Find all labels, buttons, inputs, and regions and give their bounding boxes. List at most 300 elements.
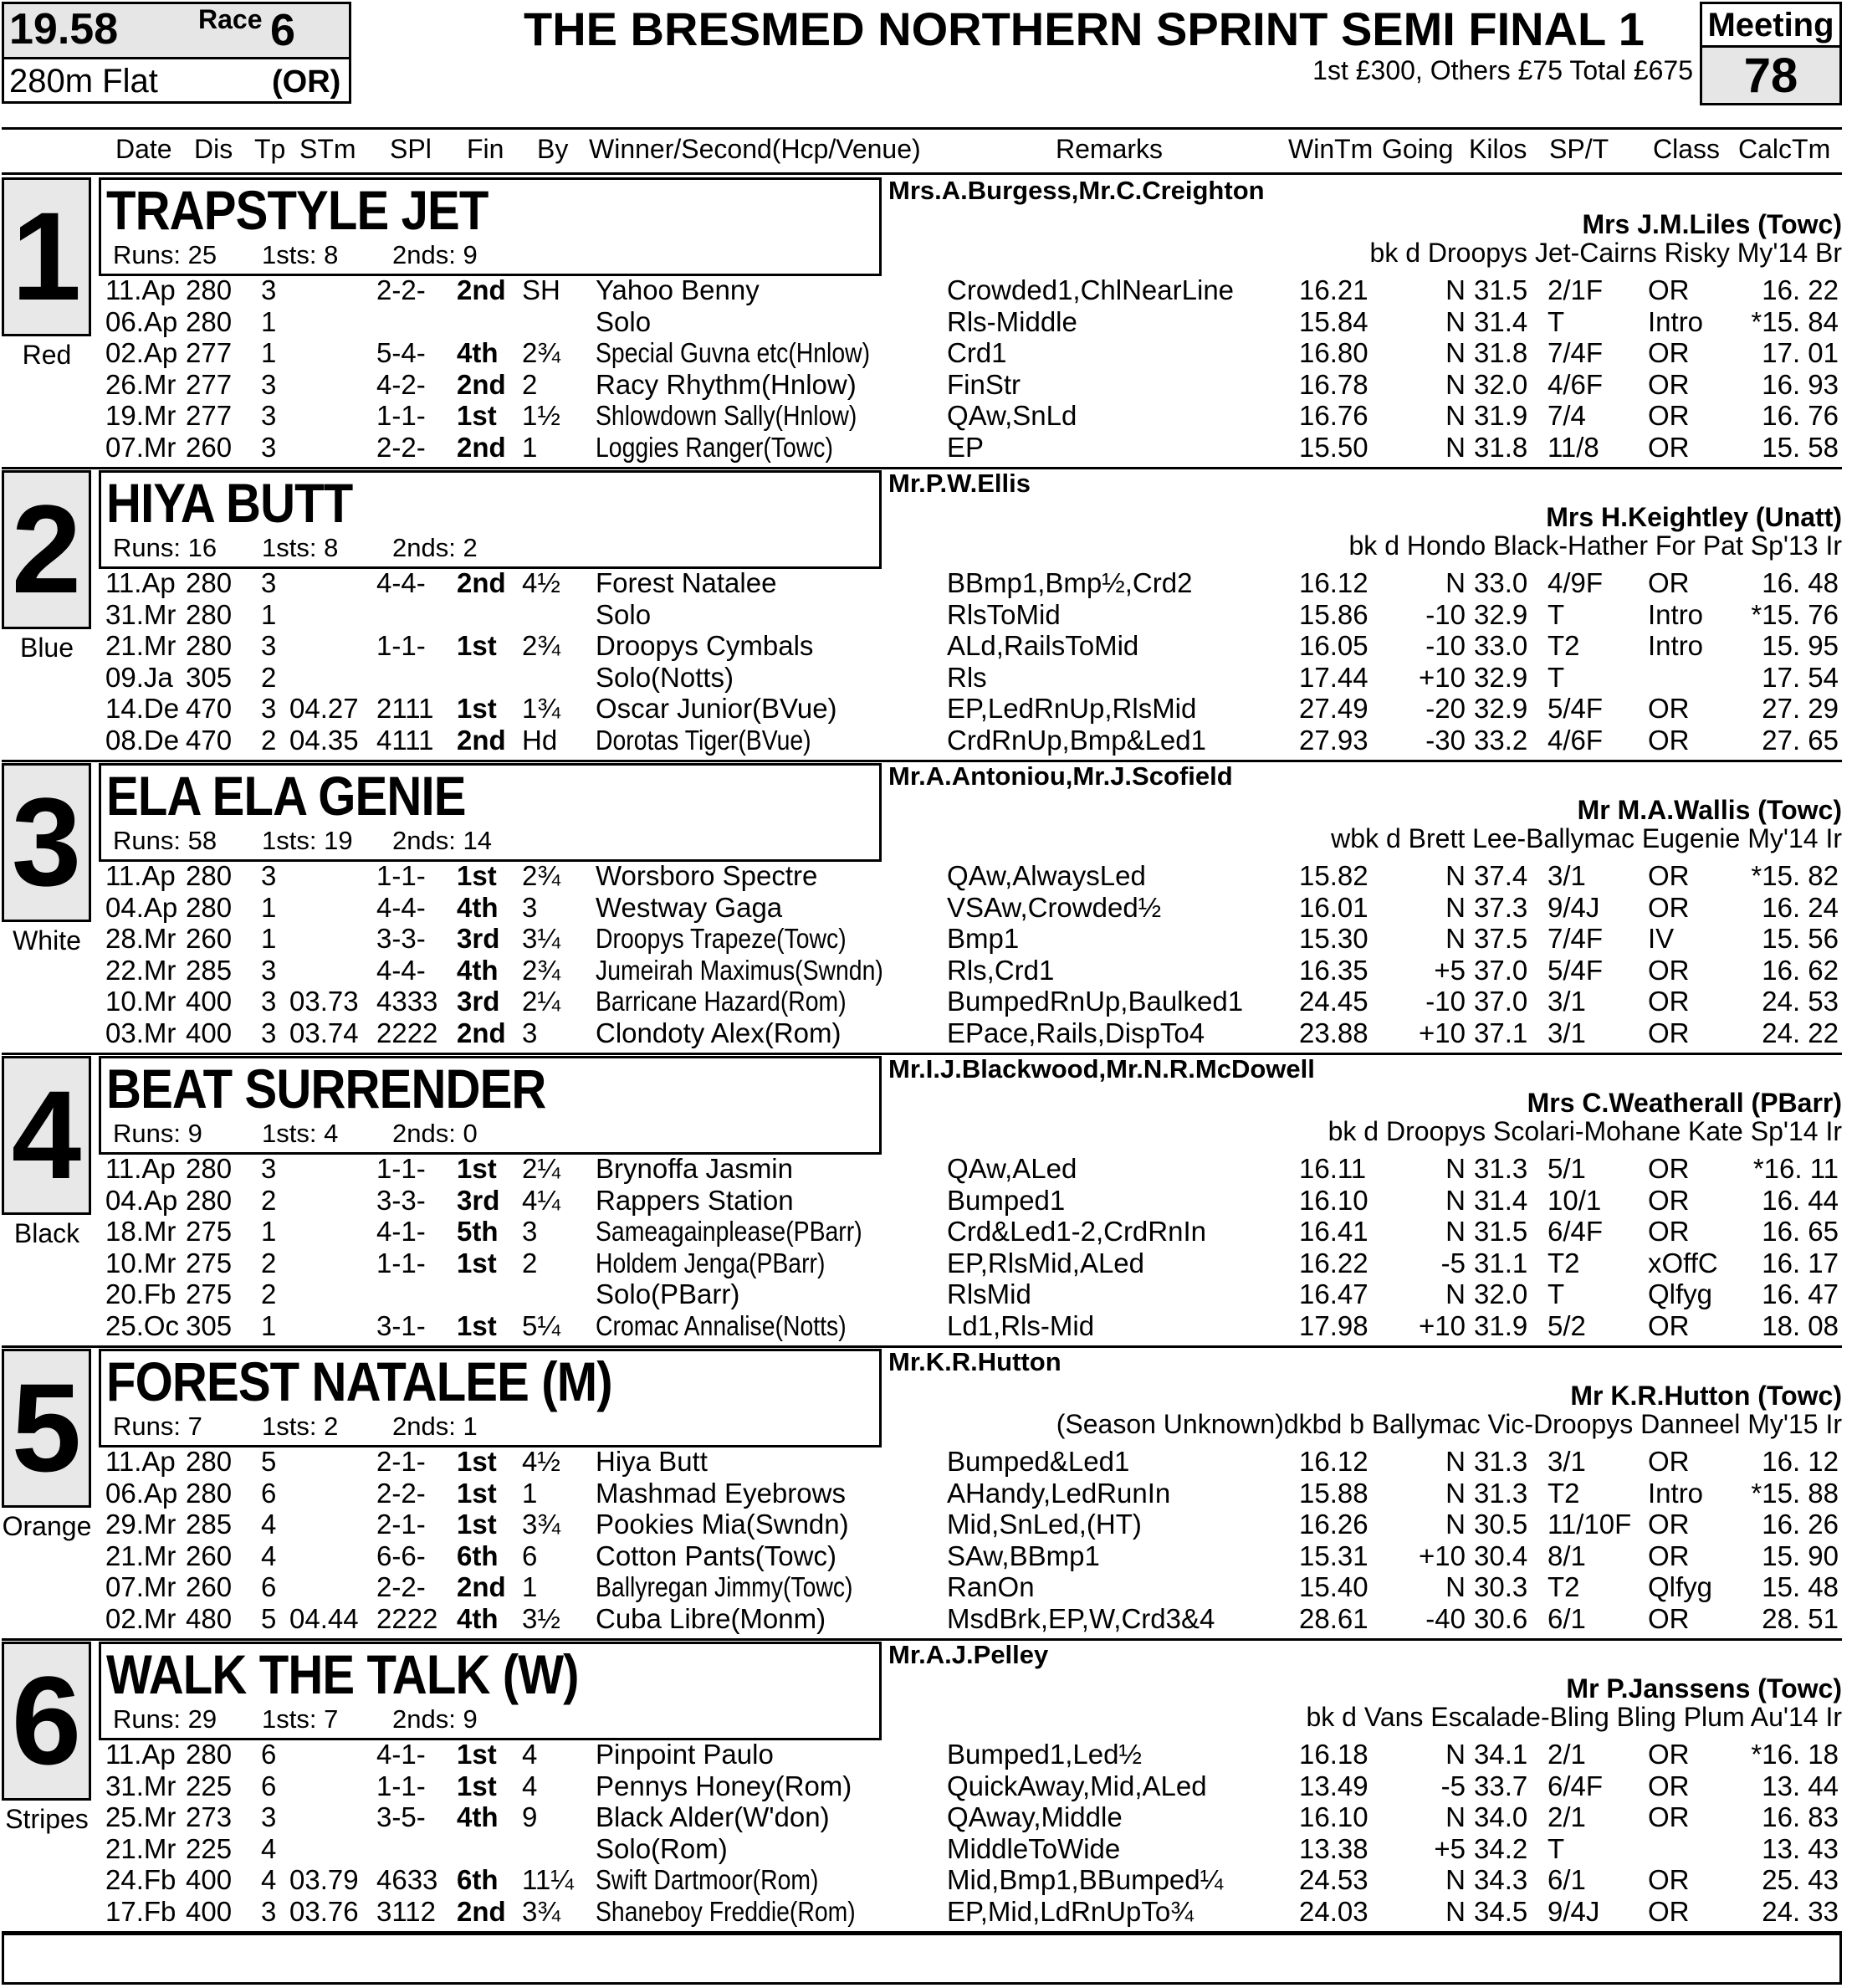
- form-row: [0, 400, 1857, 431]
- form-trap: 5: [261, 1602, 277, 1634]
- form-remarks: Bumped&Led1: [947, 1446, 1130, 1477]
- form-class: OR: [1648, 1017, 1690, 1048]
- form-winner: Solo(Notts): [596, 661, 734, 693]
- runs-count: Runs: 7: [113, 1412, 202, 1441]
- form-win-time: 16.47: [1299, 1278, 1368, 1309]
- form-date: 24.Fb: [105, 1864, 176, 1895]
- form-weight: 30.6: [1474, 1602, 1528, 1634]
- footer-box: [2, 1933, 1842, 1985]
- form-weight: 34.3: [1474, 1864, 1528, 1895]
- form-weight: 30.5: [1474, 1509, 1528, 1540]
- runs-count: Runs: 16: [113, 533, 217, 562]
- form-finish: 2nd: [457, 274, 506, 305]
- form-row: [0, 1770, 1857, 1801]
- form-margin: 2¾: [522, 954, 560, 986]
- form-date: 21.Mr: [105, 630, 176, 661]
- form-trap: 2: [261, 1278, 277, 1309]
- form-distance: 470: [186, 693, 233, 724]
- form-margin: 2¼: [522, 986, 560, 1017]
- runs-count: Runs: 29: [113, 1704, 217, 1734]
- form-calc-time: 27. 29: [1762, 693, 1839, 724]
- form-finish: 3rd: [457, 986, 500, 1017]
- form-row: [0, 693, 1857, 724]
- form-starting-price: T2: [1548, 1247, 1580, 1278]
- form-going: N: [1445, 1895, 1466, 1927]
- form-split: 6-6-: [376, 1540, 426, 1571]
- trainer-name: Mrs H.Keightley (Unatt): [1546, 502, 1842, 532]
- form-finish: 1st: [457, 1446, 497, 1477]
- form-calc-time: 28. 51: [1762, 1602, 1839, 1634]
- form-remarks: Rls: [947, 661, 987, 693]
- form-class: OR: [1648, 337, 1690, 368]
- form-margin: 3¼: [522, 923, 560, 954]
- form-trap: 2: [261, 1184, 277, 1216]
- form-split: 3-3-: [376, 1184, 426, 1216]
- col-spt: SP/T: [1549, 134, 1609, 164]
- form-row: [0, 1864, 1857, 1895]
- form-split: 2-2-: [376, 1477, 426, 1509]
- form-split: 1-1-: [376, 400, 426, 431]
- form-weight: 31.9: [1474, 400, 1528, 431]
- form-calc-time: 18. 08: [1762, 1309, 1839, 1341]
- form-date: 06.Ap: [105, 1477, 178, 1509]
- form-distance: 225: [186, 1832, 233, 1864]
- race-prizes: 1st £300, Others £75 Total £675: [1312, 55, 1693, 85]
- form-starting-price: 3/1: [1548, 1017, 1586, 1048]
- col-dis: Dis: [194, 134, 233, 164]
- form-trap: 3: [261, 693, 277, 724]
- form-split: 1-1-: [376, 1247, 426, 1278]
- form-weight: 31.3: [1474, 1477, 1528, 1509]
- form-win-time: 24.45: [1299, 986, 1368, 1017]
- runs-count: Runs: 25: [113, 240, 217, 269]
- form-win-time: 17.44: [1299, 661, 1368, 693]
- form-date: 10.Mr: [105, 986, 176, 1017]
- form-date: 21.Mr: [105, 1540, 176, 1571]
- form-finish: 1st: [457, 1247, 497, 1278]
- form-trap: 3: [261, 1153, 277, 1184]
- form-weight: 31.1: [1474, 1247, 1528, 1278]
- form-split: 2-1-: [376, 1509, 426, 1540]
- form-winner: Rappers Station: [596, 1184, 794, 1216]
- form-calc-time: 25. 43: [1762, 1864, 1839, 1895]
- form-margin: 2¾: [522, 337, 560, 368]
- form-going: N: [1445, 923, 1466, 954]
- form-row: [0, 337, 1857, 368]
- trap-number: 2: [2, 470, 91, 629]
- form-distance: 275: [186, 1216, 233, 1247]
- form-class: OR: [1648, 1864, 1690, 1895]
- form-trap: 3: [261, 431, 277, 463]
- form-weight: 31.3: [1474, 1153, 1528, 1184]
- form-weight: 37.0: [1474, 986, 1528, 1017]
- dog-name-box: [99, 1349, 882, 1447]
- form-trap: 6: [261, 1571, 277, 1602]
- form-date: 06.Ap: [105, 305, 178, 337]
- col-wintm: WinTm: [1288, 134, 1374, 164]
- form-starting-price: 3/1: [1548, 1446, 1586, 1477]
- form-weight: 34.2: [1474, 1832, 1528, 1864]
- form-row: [0, 1801, 1857, 1832]
- form-weight: 34.5: [1474, 1895, 1528, 1927]
- form-winner: Shaneboy Freddie(Rom): [596, 1895, 856, 1927]
- form-class: OR: [1648, 1153, 1690, 1184]
- form-winner: Dorotas Tiger(BVue): [596, 724, 811, 756]
- form-remarks: EPace,Rails,DispTo4: [947, 1017, 1205, 1048]
- form-calc-time: 16. 83: [1762, 1801, 1839, 1832]
- form-class: OR: [1648, 1895, 1690, 1927]
- form-class: OR: [1648, 1739, 1690, 1770]
- form-winner: Holdem Jenga(PBarr): [596, 1247, 826, 1278]
- form-sectional: 04.27: [289, 693, 359, 724]
- trainer-name: Mrs C.Weatherall (PBarr): [1527, 1088, 1842, 1118]
- form-weight: 32.0: [1474, 1278, 1528, 1309]
- form-class: OR: [1648, 567, 1690, 598]
- owner-names: Mrs.A.Burgess,Mr.C.Creighton: [888, 176, 1265, 205]
- form-going: N: [1445, 431, 1466, 463]
- form-starting-price: 6/1: [1548, 1602, 1586, 1634]
- form-calc-time: 16. 62: [1762, 954, 1839, 986]
- form-distance: 400: [186, 1017, 233, 1048]
- form-class: OR: [1648, 368, 1690, 400]
- form-weight: 37.3: [1474, 891, 1528, 923]
- form-distance: 280: [186, 1153, 233, 1184]
- form-margin: 3½: [522, 1602, 560, 1634]
- form-weight: 31.4: [1474, 305, 1528, 337]
- form-win-time: 16.01: [1299, 891, 1368, 923]
- form-row: [0, 860, 1857, 891]
- form-date: 31.Mr: [105, 598, 176, 630]
- form-trap: 6: [261, 1477, 277, 1509]
- form-calc-time: 16. 12: [1762, 1446, 1839, 1477]
- form-win-time: 16.12: [1299, 567, 1368, 598]
- form-distance: 275: [186, 1278, 233, 1309]
- form-split: 2-2-: [376, 431, 426, 463]
- form-calc-time: 16. 65: [1762, 1216, 1839, 1247]
- owner-names: Mr.A.J.Pelley: [888, 1640, 1049, 1669]
- form-date: 31.Mr: [105, 1770, 176, 1801]
- form-going: -10: [1425, 986, 1466, 1017]
- form-calc-time: 16. 22: [1762, 274, 1839, 305]
- dog-name-box: [99, 1642, 882, 1740]
- breeding-info: bk d Vans Escalade-Bling Bling Plum Au'14 Ir: [1306, 1702, 1842, 1732]
- form-remarks: EP,RlsMid,ALed: [947, 1247, 1145, 1278]
- form-trap: 1: [261, 598, 277, 630]
- form-winner: Sameagainplease(PBarr): [596, 1216, 862, 1247]
- form-remarks: Crd&Led1-2,CrdRnIn: [947, 1216, 1206, 1247]
- form-calc-time: *15. 76: [1751, 598, 1839, 630]
- form-finish: 2nd: [457, 567, 506, 598]
- form-remarks: BumpedRnUp,Baulked1: [947, 986, 1244, 1017]
- form-calc-time: 13. 43: [1762, 1832, 1839, 1864]
- form-starting-price: 11/10F: [1548, 1509, 1632, 1540]
- form-winner: Solo: [596, 305, 652, 337]
- form-remarks: Mid,SnLed,(HT): [947, 1509, 1142, 1540]
- form-finish: 1st: [457, 1153, 497, 1184]
- form-trap: 2: [261, 661, 277, 693]
- form-remarks: EP: [947, 431, 985, 463]
- form-going: N: [1445, 337, 1466, 368]
- runner-block: [0, 1640, 1857, 1933]
- form-row: [0, 1017, 1857, 1048]
- form-split: 4-1-: [376, 1216, 426, 1247]
- form-calc-time: 15. 90: [1762, 1540, 1839, 1571]
- form-class: OR: [1648, 1770, 1690, 1801]
- form-going: -30: [1425, 724, 1466, 756]
- form-starting-price: 7/4F: [1548, 923, 1604, 954]
- form-starting-price: 5/2: [1548, 1309, 1586, 1341]
- form-date: 11.Ap: [105, 567, 176, 598]
- form-weight: 31.3: [1474, 1446, 1528, 1477]
- form-split: 4-4-: [376, 891, 426, 923]
- runner-block: [0, 469, 1857, 761]
- form-winner: Cuba Libre(Monm): [596, 1602, 826, 1634]
- form-going: +5: [1434, 1832, 1466, 1864]
- dog-name-box: [99, 1056, 882, 1155]
- form-margin: 4¼: [522, 1184, 560, 1216]
- form-row: [0, 1833, 1857, 1864]
- form-trap: 3: [261, 567, 277, 598]
- form-date: 25.Oc: [105, 1309, 180, 1341]
- form-row: [0, 1310, 1857, 1341]
- form-split: 4333: [376, 986, 438, 1017]
- form-finish: 3rd: [457, 1184, 500, 1216]
- form-weight: 31.8: [1474, 431, 1528, 463]
- form-margin: 1: [522, 1477, 538, 1509]
- form-date: 26.Mr: [105, 368, 176, 400]
- form-finish: 4th: [457, 1602, 499, 1634]
- form-remarks: EP,LedRnUp,RlsMid: [947, 693, 1197, 724]
- dog-name: BEAT SURRENDER: [106, 1058, 546, 1120]
- dog-name: HIYA BUTT: [106, 472, 353, 534]
- trainer-name: Mr P.Janssens (Towc): [1566, 1673, 1842, 1704]
- form-win-time: 24.53: [1299, 1864, 1368, 1895]
- form-row: [0, 369, 1857, 400]
- form-finish: 4th: [457, 337, 499, 368]
- trap-color: Stripes: [5, 1804, 89, 1834]
- runner-block: [0, 1347, 1857, 1640]
- form-distance: 260: [186, 1540, 233, 1571]
- form-calc-time: 16. 26: [1762, 1509, 1839, 1540]
- col-spl: SPl: [390, 134, 432, 164]
- form-starting-price: 5/1: [1548, 1153, 1586, 1184]
- form-date: 11.Ap: [105, 860, 176, 891]
- form-margin: 4: [522, 1739, 538, 1770]
- form-starting-price: 11/8: [1548, 431, 1599, 463]
- form-weight: 33.0: [1474, 630, 1528, 661]
- form-weight: 30.3: [1474, 1571, 1528, 1602]
- form-weight: 31.4: [1474, 1184, 1528, 1216]
- firsts-count: 1sts: 8: [262, 240, 339, 269]
- form-going: N: [1445, 1477, 1466, 1509]
- form-calc-time: *16. 18: [1751, 1739, 1839, 1770]
- form-win-time: 24.03: [1299, 1895, 1368, 1927]
- form-row: [0, 1446, 1857, 1477]
- form-remarks: RanOn: [947, 1571, 1035, 1602]
- race-distance: 280m Flat: [9, 63, 158, 100]
- form-calc-time: 17. 01: [1762, 337, 1839, 368]
- form-sectional: 04.44: [289, 1602, 359, 1634]
- form-starting-price: 8/1: [1548, 1540, 1586, 1571]
- form-going: +10: [1419, 1540, 1466, 1571]
- form-split: 3-3-: [376, 923, 426, 954]
- form-distance: 280: [186, 860, 233, 891]
- form-remarks: Crd1: [947, 337, 1007, 368]
- dog-name-box: [99, 470, 882, 569]
- form-date: 08.De: [105, 724, 180, 756]
- form-calc-time: 15. 58: [1762, 431, 1839, 463]
- form-trap: 4: [261, 1509, 277, 1540]
- form-win-time: 16.10: [1299, 1184, 1368, 1216]
- form-going: N: [1445, 1446, 1466, 1477]
- form-distance: 280: [186, 891, 233, 923]
- form-margin: SH: [522, 274, 560, 305]
- form-win-time: 15.40: [1299, 1571, 1368, 1602]
- form-calc-time: *16. 11: [1752, 1153, 1839, 1184]
- form-calc-time: 16. 47: [1762, 1278, 1839, 1309]
- form-weight: 37.4: [1474, 860, 1528, 891]
- form-finish: 2nd: [457, 1895, 506, 1927]
- form-finish: 1st: [457, 1739, 497, 1770]
- col-class: Class: [1653, 134, 1721, 164]
- form-split: 3-1-: [376, 1309, 426, 1341]
- form-trap: 1: [261, 337, 277, 368]
- form-sectional: 03.74: [289, 1017, 359, 1048]
- form-class: OR: [1648, 1801, 1690, 1832]
- form-row: [0, 662, 1857, 693]
- form-starting-price: T: [1548, 661, 1565, 693]
- form-margin: 3: [522, 891, 538, 923]
- form-class: IV: [1648, 923, 1675, 954]
- form-winner: Ballyregan Jimmy(Towc): [596, 1571, 853, 1602]
- form-class: xOffC: [1648, 1247, 1718, 1278]
- form-weight: 30.4: [1474, 1540, 1528, 1571]
- dog-name-box: [99, 763, 882, 862]
- form-starting-price: 2/1: [1548, 1739, 1586, 1770]
- form-starting-price: 10/1: [1548, 1184, 1602, 1216]
- form-remarks: Rls-Middle: [947, 305, 1077, 337]
- form-distance: 470: [186, 724, 233, 756]
- form-distance: 285: [186, 1509, 233, 1540]
- form-starting-price: 4/9F: [1548, 567, 1604, 598]
- form-margin: 9: [522, 1801, 538, 1832]
- form-going: N: [1445, 274, 1466, 305]
- trap-color: Black: [13, 1218, 80, 1248]
- form-class: Intro: [1648, 630, 1704, 661]
- form-weight: 37.5: [1474, 923, 1528, 954]
- form-class: Qlfyg: [1648, 1278, 1713, 1309]
- form-split: 3112: [376, 1895, 436, 1927]
- form-row: [0, 1571, 1857, 1602]
- form-row: [0, 1216, 1857, 1247]
- form-margin: 2¾: [522, 630, 560, 661]
- form-sectional: 03.79: [289, 1864, 359, 1895]
- form-winner: Pennys Honey(Rom): [596, 1770, 852, 1801]
- trap-color: Orange: [2, 1511, 92, 1541]
- form-class: OR: [1648, 1184, 1690, 1216]
- form-going: N: [1445, 891, 1466, 923]
- race-label: Race: [198, 4, 263, 34]
- form-class: OR: [1648, 274, 1690, 305]
- form-weight: 37.0: [1474, 954, 1528, 986]
- form-date: 10.Mr: [105, 1247, 176, 1278]
- form-winner: Solo: [596, 598, 652, 630]
- form-starting-price: T: [1548, 1278, 1565, 1309]
- form-margin: 4: [522, 1770, 538, 1801]
- form-distance: 400: [186, 1864, 233, 1895]
- form-date: 19.Mr: [105, 400, 176, 431]
- form-distance: 285: [186, 954, 233, 986]
- form-calc-time: 16. 48: [1762, 567, 1839, 598]
- form-distance: 280: [186, 1739, 233, 1770]
- form-winner: Barricane Hazard(Rom): [596, 986, 847, 1017]
- form-calc-time: 24. 53: [1762, 986, 1839, 1017]
- form-winner: Special Guvna etc(Hnlow): [596, 337, 871, 368]
- form-going: N: [1445, 1801, 1466, 1832]
- form-calc-time: 16. 76: [1762, 400, 1839, 431]
- form-class: OR: [1648, 724, 1690, 756]
- form-winner: Cromac Annalise(Notts): [596, 1309, 847, 1341]
- form-trap: 1: [261, 891, 277, 923]
- form-distance: 280: [186, 274, 233, 305]
- form-remarks: RlsToMid: [947, 598, 1061, 630]
- seconds-count: 2nds: 9: [392, 240, 478, 269]
- runs-count: Runs: 9: [113, 1119, 202, 1148]
- dog-name: FOREST NATALEE (M): [106, 1350, 612, 1412]
- form-going: N: [1445, 860, 1466, 891]
- form-finish: 6th: [457, 1864, 499, 1895]
- form-date: 04.Ap: [105, 891, 178, 923]
- form-row: [0, 986, 1857, 1017]
- form-remarks: QAway,Middle: [947, 1801, 1123, 1832]
- seconds-count: 2nds: 9: [392, 1704, 478, 1734]
- form-date: 20.Fb: [105, 1278, 176, 1309]
- form-trap: 3: [261, 986, 277, 1017]
- form-finish: 5th: [457, 1216, 499, 1247]
- form-trap: 4: [261, 1864, 277, 1895]
- form-margin: 3: [522, 1216, 538, 1247]
- trap-color: Blue: [19, 633, 74, 663]
- form-calc-time: 16. 44: [1762, 1184, 1839, 1216]
- form-finish: 4th: [457, 954, 499, 986]
- form-calc-time: 15. 95: [1762, 630, 1839, 661]
- form-finish: 1st: [457, 1309, 497, 1341]
- form-trap: 3: [261, 860, 277, 891]
- form-date: 25.Mr: [105, 1801, 176, 1832]
- form-class: Qlfyg: [1648, 1571, 1713, 1602]
- trap-number: 1: [2, 177, 91, 336]
- col-going: Going: [1382, 134, 1454, 164]
- form-remarks: Bmp1: [947, 923, 1020, 954]
- trap-number: 6: [2, 1642, 91, 1801]
- form-starting-price: 6/1: [1548, 1864, 1586, 1895]
- form-row: [0, 274, 1857, 305]
- form-weight: 31.5: [1474, 1216, 1528, 1247]
- form-finish: 1st: [457, 400, 497, 431]
- form-win-time: 16.41: [1299, 1216, 1368, 1247]
- form-distance: 280: [186, 1446, 233, 1477]
- form-going: -40: [1425, 1602, 1466, 1634]
- form-date: 18.Mr: [105, 1216, 176, 1247]
- seconds-count: 2nds: 0: [392, 1119, 478, 1148]
- form-starting-price: 2/1F: [1548, 274, 1604, 305]
- form-margin: Hd: [522, 724, 558, 756]
- col-by: By: [537, 134, 569, 164]
- owner-names: Mr.A.Antoniou,Mr.J.Scofield: [888, 761, 1233, 791]
- breeding-info: bk d Hondo Black-Hather For Pat Sp'13 Ir: [1348, 530, 1842, 561]
- form-split: 4111: [376, 724, 434, 756]
- form-distance: 260: [186, 431, 233, 463]
